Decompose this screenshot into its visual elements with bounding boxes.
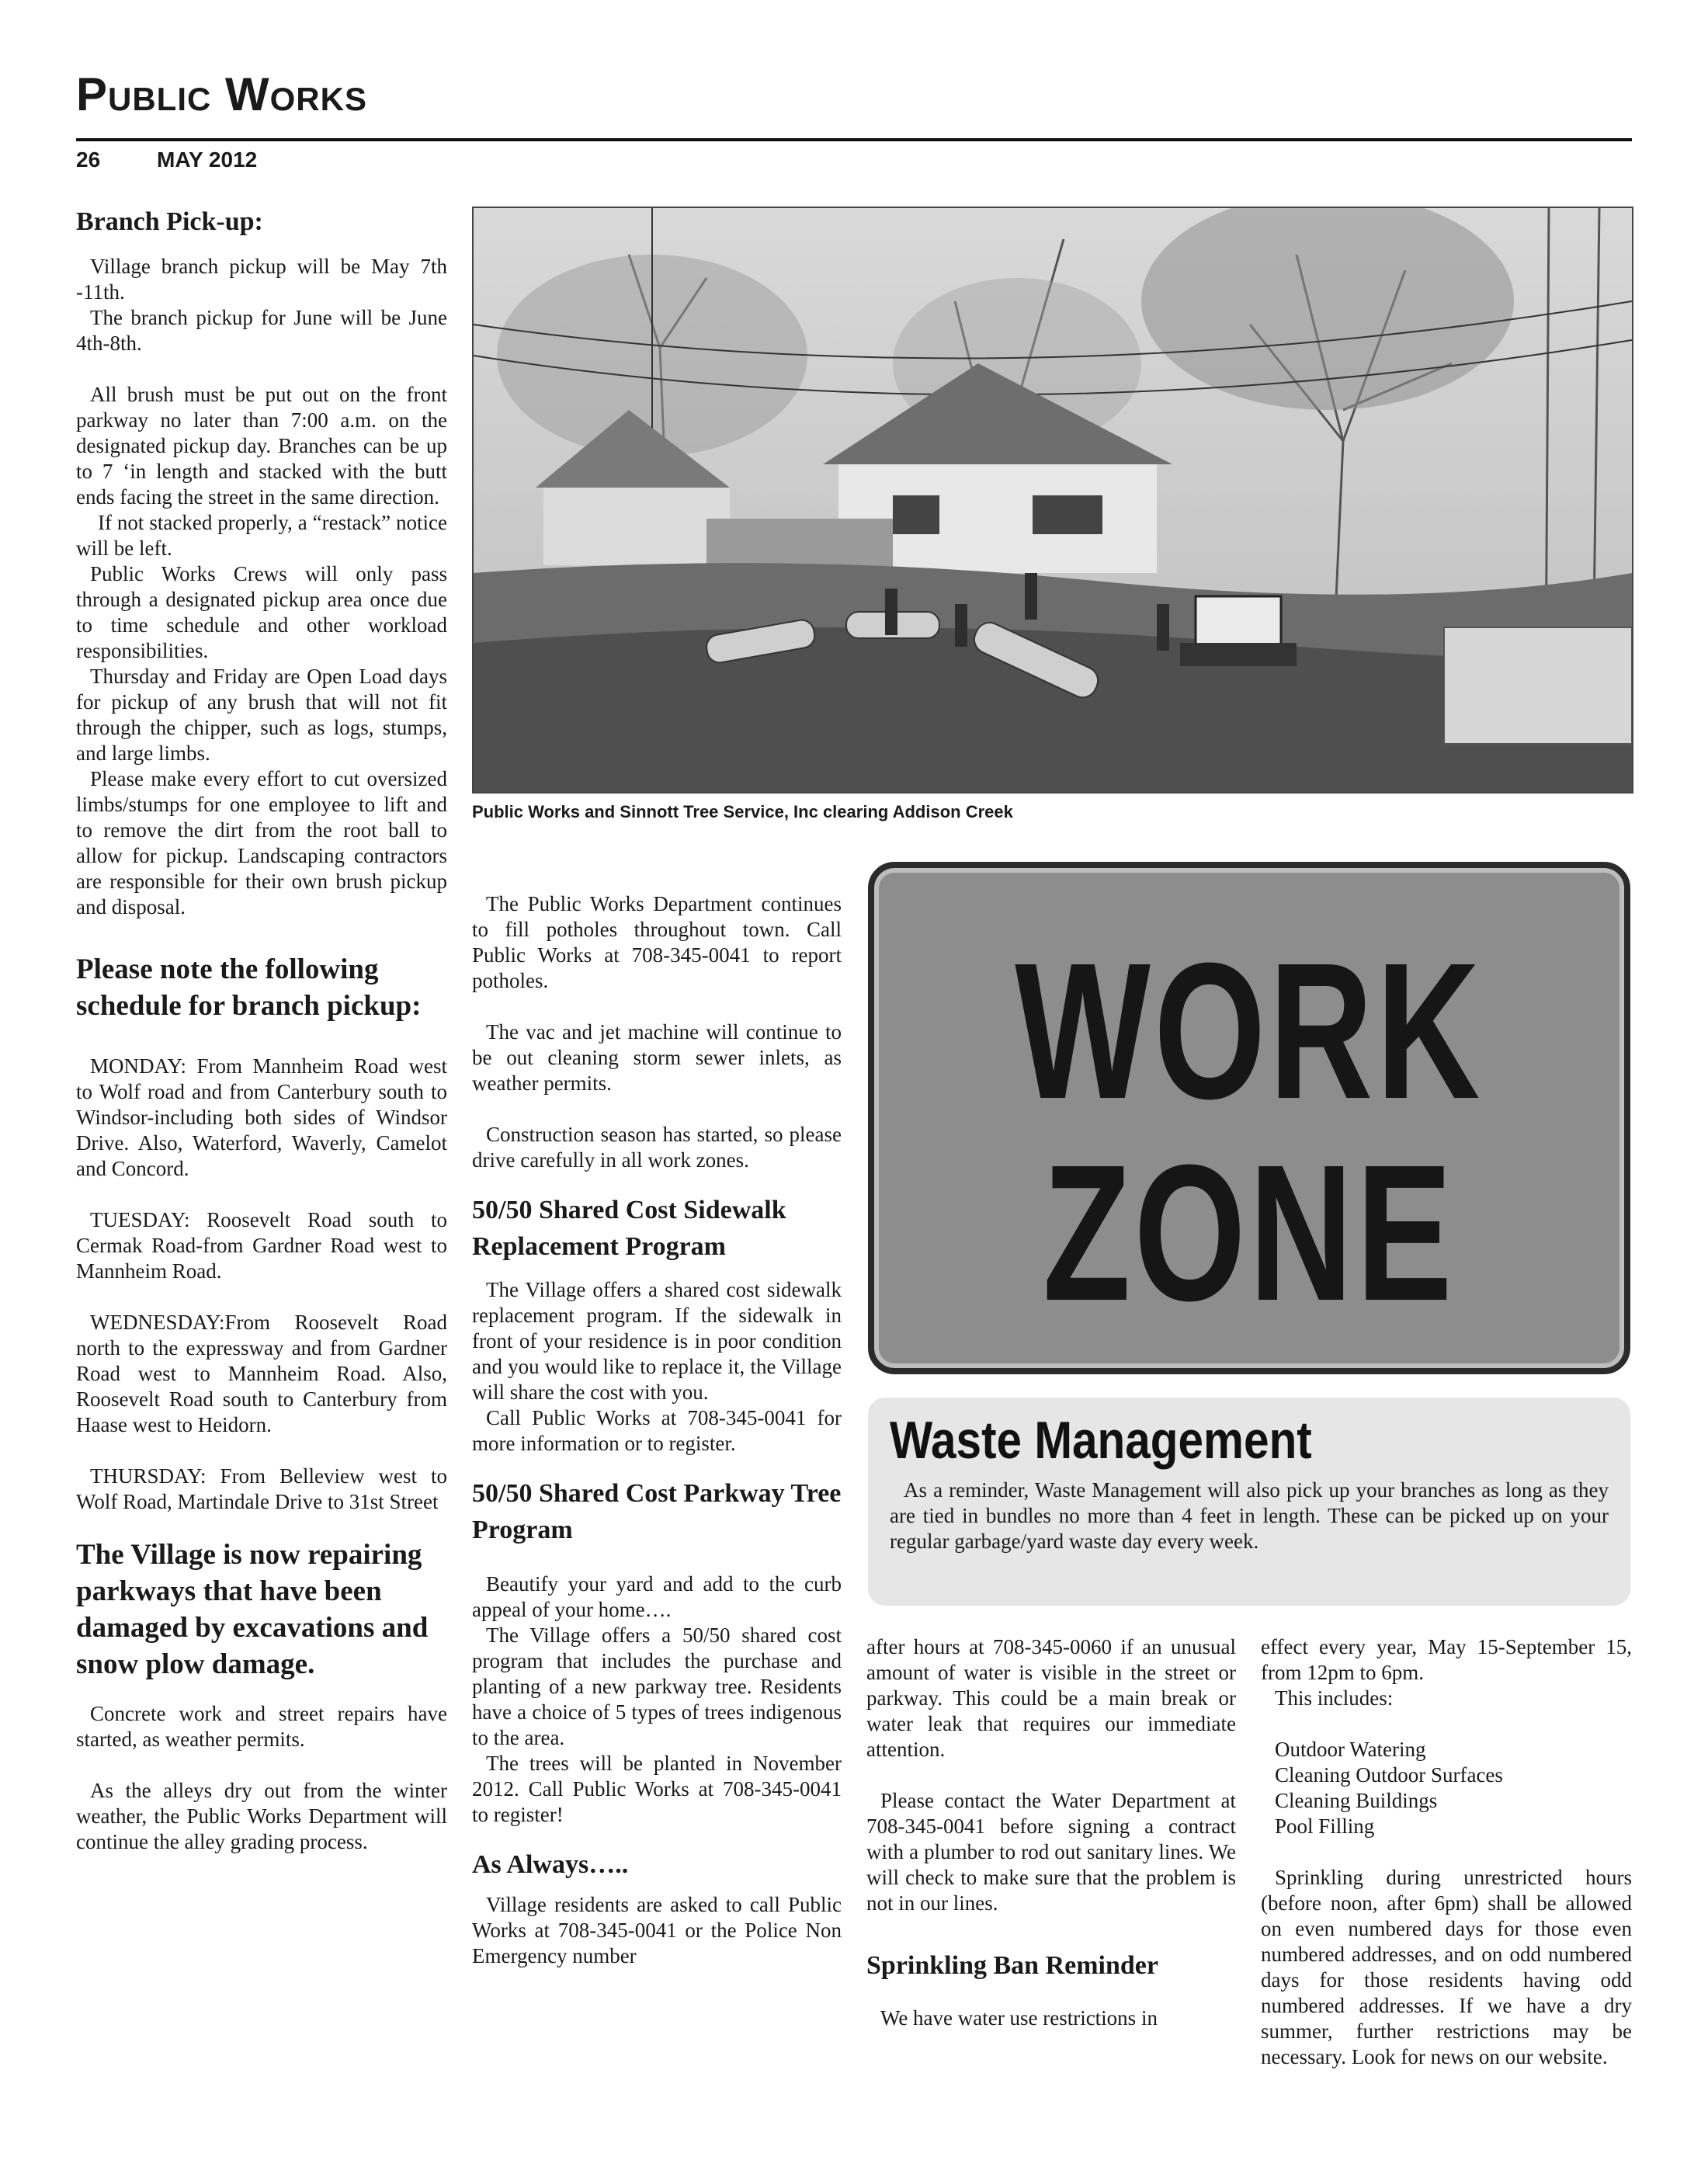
schedule-monday: MONDAY: From Mannheim Road west to Wolf road and from Canterbury south to Windsor-including both sides of Windsor Drive. Also, Waterford, Waverly, Camelot and Concord. xyxy=(76,1054,447,1180)
sign-word-zone: ZONE xyxy=(1043,1124,1456,1341)
sprinkling-rules-text: Sprinkling during unrestricted hours (before noon, after 6pm) shall be allowed on even numbered days for those even numbered addresses, and on odd numbered days for those residents having odd numbered addresses. If we have a dry summer, further restrictions may be necessary. Look for news on our website. xyxy=(1261,1866,1632,2068)
as-always-heading: As Always….. xyxy=(472,1850,629,1879)
branch-pickup-p5: Public Works Crews will only pass through a designated pickup area once due to time schedule and other workload responsibilities. xyxy=(76,562,447,662)
parkway-tree-p1: Beautify your yard and add to the curb appeal of your home…. xyxy=(472,1572,842,1621)
header-rule xyxy=(76,138,1632,141)
branch-pickup-p4: If not stacked properly, a “restack” notice will be left. xyxy=(76,511,447,560)
branch-pickup-p7: Please make every effort to cut oversized limbs/stumps for one employee to lift and to remove the dirt from the root ball to allow for pickup. Landscaping contractors are responsible for their own brush pickup and disposal. xyxy=(76,767,447,919)
list-item: Pool Filling xyxy=(1275,1815,1375,1838)
parkway-tree-p3: The trees will be planted in November 2012. Call Public Works at 708-345-0041 to register! xyxy=(472,1752,842,1826)
potholes-text: The Public Works Department continues to fill potholes throughout town. Call Public Works at 708-345-0041 to report potholes. xyxy=(472,892,842,992)
column-1 xyxy=(76,203,447,1855)
branch-pickup-p3: All brush must be put out on the front parkway no later than 7:00 a.m. on the designated pickup day. Branches can be up to 7 ‘in length and stacked with the butt ends facing the street in the same direction. xyxy=(76,383,447,509)
sidewalk-p2: Call Public Works at 708-345-0041 for more information or to register. xyxy=(472,1406,842,1455)
section-title: Public Works xyxy=(76,68,367,120)
branch-pickup-p6: Thursday and Friday are Open Load days for pickup of any brush that will not fit through the chipper, such as logs, stumps, and large limbs. xyxy=(76,665,447,765)
parkway-tree-heading: 50/50 Shared Cost Parkway Tree Program xyxy=(472,1479,842,1544)
sidewalk-p1: The Village offers a shared cost sidewalk replacement program. If the sidewalk in front of your residence is in poor condition and you would like to replace it, the Village will share the cost with you. xyxy=(472,1278,842,1404)
work-zone-sign xyxy=(868,862,1630,1374)
includes-text: This includes: xyxy=(1275,1686,1394,1710)
water-department-text: Please contact the Water Department at 708-345-0041 before signing a contract with a plumber to rod out sanitary lines. We will check to make sure that the problem is not in our lines. xyxy=(866,1789,1236,1915)
sign-word-work: WORK xyxy=(1015,922,1484,1139)
parkways-p2: As the alleys dry out from the winter weather, the Public Works Department will continue the alley grading process. xyxy=(76,1779,447,1853)
branch-pickup-p2: The branch pickup for June will be June 4th-8th. xyxy=(76,306,447,355)
photo-illustration xyxy=(474,208,1632,792)
list-item: Outdoor Watering xyxy=(1275,1738,1426,1761)
photo-creek-clearing xyxy=(472,207,1633,794)
vac-jet-text: The vac and jet machine will continue to be out cleaning storm sewer inlets, as weather permits. xyxy=(472,1020,842,1095)
schedule-wednesday: WEDNESDAY:From Roosevelt Road north to the expressway and from Gardner Road west to Mannheim Road. Also, Roosevelt Road south to Canterbury from Haase west to Heidorn. xyxy=(76,1311,447,1436)
waste-management-box xyxy=(868,1398,1630,1606)
list-item: Cleaning Buildings xyxy=(1275,1789,1438,1812)
water-after-hours-text: after hours at 708-345-0060 if an unusual amount of water is visible in the street or parkway. This could be a main break or water leak that requires our immediate attention. xyxy=(866,1635,1236,1761)
page-number: 26 xyxy=(76,148,101,172)
column-4 xyxy=(1261,1634,1632,2070)
schedule-tuesday: TUESDAY: Roosevelt Road south to Cermak Road-from Gardner Road west to Mannheim Road. xyxy=(76,1208,447,1283)
sidewalk-heading: 50/50 Shared Cost Sidewalk Replacement Program xyxy=(472,1196,786,1261)
parkways-heading: The Village is now repairing parkways that have been damaged by excavations and snow plow damage. xyxy=(76,1539,429,1680)
sprinkling-ban-heading: Sprinkling Ban Reminder xyxy=(866,1951,1158,1980)
list-item: Cleaning Outdoor Surfaces xyxy=(1275,1763,1503,1787)
branch-pickup-heading: Branch Pick-up: xyxy=(76,207,263,236)
schedule-thursday: THURSDAY: From Belleview west to Wolf Road, Martindale Drive to 31st Street xyxy=(76,1464,447,1513)
branch-pickup-p1: Village branch pickup will be May 7th -11th. xyxy=(76,255,447,304)
restrictions-text: effect every year, May 15-September 15, from 12pm to 6pm. xyxy=(1261,1635,1632,1684)
schedule-heading: Please note the following schedule for branch pickup: xyxy=(76,953,422,1022)
construction-text: Construction season has started, so please drive carefully in all work zones. xyxy=(472,1123,842,1172)
parkway-tree-p2: The Village offers a 50/50 shared cost program that includes the purchase and planting of a new parkway tree. Residents have a choice of 5 types of trees indigenous to the area. xyxy=(472,1624,842,1749)
sprinkling-ban-text: We have water use restrictions in xyxy=(880,2006,1158,2030)
as-always-p1: Village residents are asked to call Public Works at 708-345-0041 or the Police Non Emergency number xyxy=(472,1893,842,1967)
waste-management-heading: Waste Management xyxy=(890,1411,1312,1470)
column-3 xyxy=(866,1634,1236,2031)
photo-caption: Public Works and Sinnott Tree Service, Inc clearing Addison Creek xyxy=(472,802,1013,821)
parkways-p1: Concrete work and street repairs have started, as weather permits. xyxy=(76,1702,447,1751)
column-2 xyxy=(472,879,842,1969)
waste-management-text: As a reminder, Waste Management will also pick up your branches as long as they are tied in bundles no more than 4 feet in length. These can be picked up on your regular garbage/yard waste day every week. xyxy=(890,1478,1609,1554)
issue-date: MAY 2012 xyxy=(157,148,258,172)
